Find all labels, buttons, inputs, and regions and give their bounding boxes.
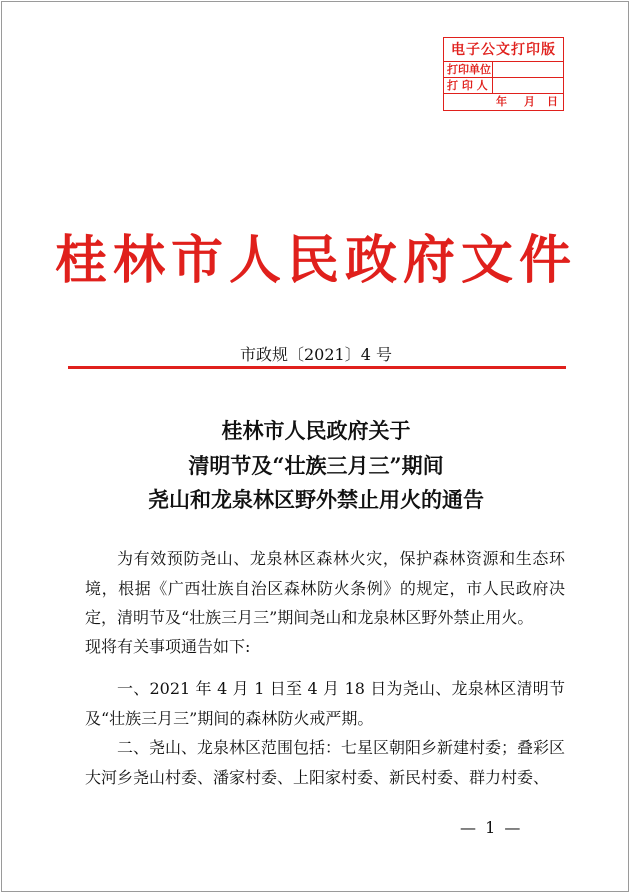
stamp-person-label: 打 印 人 [447,79,488,92]
body-paragraph-intro-tail: 现将有关事项通告如下: [85,637,251,656]
stamp-unit-label: 打印单位 [447,63,491,76]
document-number: 市政规〔2021〕4 号 [240,345,392,364]
stamp-date-row [444,94,563,110]
stamp-person-row [444,78,563,94]
stamp-day: 日 [547,95,558,108]
notice-title-line-1: 桂林市人民政府关于 [221,418,411,443]
stamp-year: 年 [496,95,507,108]
body-paragraph-item-2: 二、尧山、龙泉林区范围包括：七星区朝阳乡新建村委；叠彩区大河乡尧山村委、潘家村委、上阳家村委、新民村委、群力村委、 [85,738,566,787]
stamp-person-field [492,78,563,93]
red-separator-line [68,366,566,369]
body-paragraph-item-1: 一、2021 年 4 月 1 日至 4 月 18 日为尧山、龙泉林区清明节及“壮族三月三”期间的森林防火戒严期。 [85,679,565,728]
body-paragraph-intro: 为有效预防尧山、龙泉林区森林火灾，保护森林资源和生态环境，根据《广西壮族自治区森林防火条例》的规定，市人民政府决定，清明节及“壮族三月三”期间尧山和龙泉林区野外禁止用火。 [85,549,565,627]
notice-title-line-3: 尧山和龙泉林区野外禁止用火的通告 [148,487,484,512]
stamp-unit-field [492,62,563,77]
page-number: — 1 — [460,818,523,837]
stamp-unit-row [444,62,563,78]
issuing-authority-title: 桂林市人民政府文件 [54,230,577,291]
stamp-title: 电子公文打印版 [444,38,563,62]
notice-title-line-2: 清明节及“壮族三月三”期间 [188,453,444,478]
stamp-month: 月 [524,95,535,108]
print-stamp [443,37,564,111]
